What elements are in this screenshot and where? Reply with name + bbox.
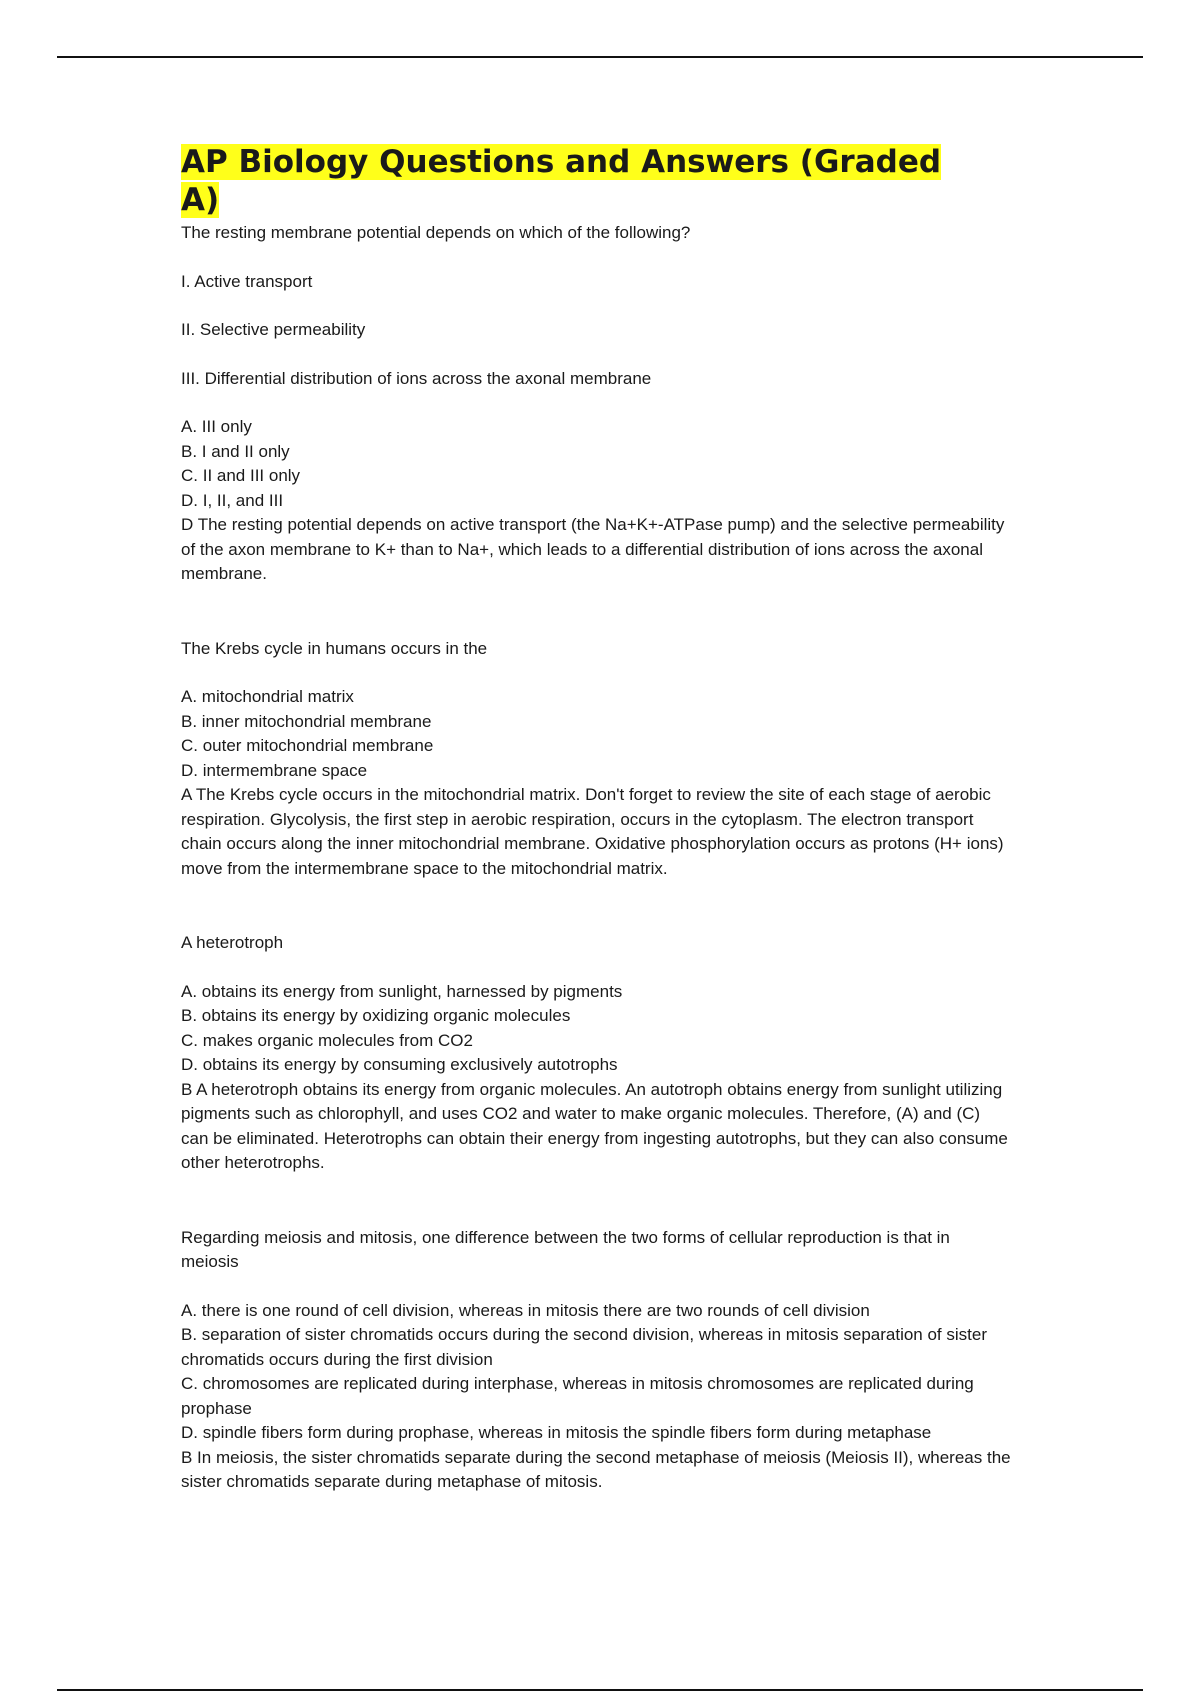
- question-block: [181, 1226, 1016, 1495]
- option-item: B. obtains its energy by oxidizing organic molecules: [181, 1006, 571, 1025]
- option-item: D. intermembrane space: [181, 760, 368, 780]
- option-item: C. II and III only: [181, 466, 301, 485]
- statement-item: I. Active transport: [181, 271, 313, 291]
- option-item: A. mitochondrial matrix: [181, 687, 354, 706]
- footer-rule: [57, 1689, 1143, 1691]
- option-item: C. chromosomes are replicated during interphase, whereas in mitosis chromosomes are replicated during prophase: [181, 1374, 979, 1418]
- option-item: B. separation of sister chromatids occurs during the second division, whereas in mitosis separation of sister chromatids occurs during the first division: [181, 1325, 992, 1369]
- option-item: C. outer mitochondrial membrane: [181, 736, 434, 755]
- question-stem: A heterotroph: [181, 933, 284, 952]
- question-stem: The Krebs cycle in humans occurs in the: [181, 638, 488, 658]
- title-line-1: AP Biology Questions and Answers (Graded: [181, 144, 942, 180]
- question-block: [181, 931, 1011, 1176]
- statement-item: III. Differential distribution of ions across the axonal membrane: [181, 368, 652, 388]
- option-item: C. makes organic molecules from CO2: [181, 1030, 473, 1050]
- document-title: [181, 143, 1011, 219]
- answer-explanation: B A heterotroph obtains its energy from organic molecules. An autotroph obtains energy from sunlight utilizing pigments such as chlorophyll, and uses CO2 and water to make organic molecules. Therefore, (A) and (C) can be eliminated. Heterotrophs can obtain their energy from ingesting autotrophs, but they can also consume other heterotrophs.: [181, 1079, 1013, 1172]
- option-item: B. inner mitochondrial membrane: [181, 711, 432, 731]
- title-line-2: A): [181, 182, 220, 218]
- answer-explanation: B In meiosis, the sister chromatids separate during the second metaphase of meiosis (Meiosis II), whereas the sister chromatids separate during metaphase of mitosis.: [181, 1447, 1016, 1491]
- option-item: B. I and II only: [181, 441, 290, 461]
- option-item: D. I, II, and III: [181, 490, 284, 510]
- question-block: [181, 637, 1011, 882]
- statement-item: II. Selective permeability: [181, 320, 366, 339]
- header-rule: [57, 56, 1143, 58]
- option-item: A. III only: [181, 417, 252, 436]
- question-stem: Regarding meiosis and mitosis, one difference between the two forms of cellular reproduction is that in meiosis: [181, 1227, 955, 1271]
- option-item: D. obtains its energy by consuming exclusively autotrophs: [181, 1055, 618, 1074]
- option-item: A. there is one round of cell division, whereas in mitosis there are two rounds of cell division: [181, 1300, 870, 1320]
- document-body: [181, 143, 1016, 1495]
- question-block: [181, 221, 1011, 587]
- option-item: D. spindle fibers form during prophase, whereas in mitosis the spindle fibers form during metaphase: [181, 1423, 932, 1442]
- answer-explanation: A The Krebs cycle occurs in the mitochondrial matrix. Don't forget to review the site of each stage of aerobic respiration. Glycolysis, the first step in aerobic respiration, occurs in the cytoplasm. The electron transport chain occurs along the inner mitochondrial membrane. Oxidative phosphorylation occurs as protons (H+ ions) move from the intermembrane space to the mitochondrial matrix.: [181, 785, 1009, 878]
- question-stem: The resting membrane potential depends on which of the following?: [181, 223, 691, 242]
- answer-explanation: D The resting potential depends on active transport (the Na+K+-ATPase pump) and the selective permeability of the axon membrane to K+ than to Na+, which leads to a differential distribution of ions across the axonal membrane.: [181, 515, 1010, 583]
- option-item: A. obtains its energy from sunlight, harnessed by pigments: [181, 981, 623, 1001]
